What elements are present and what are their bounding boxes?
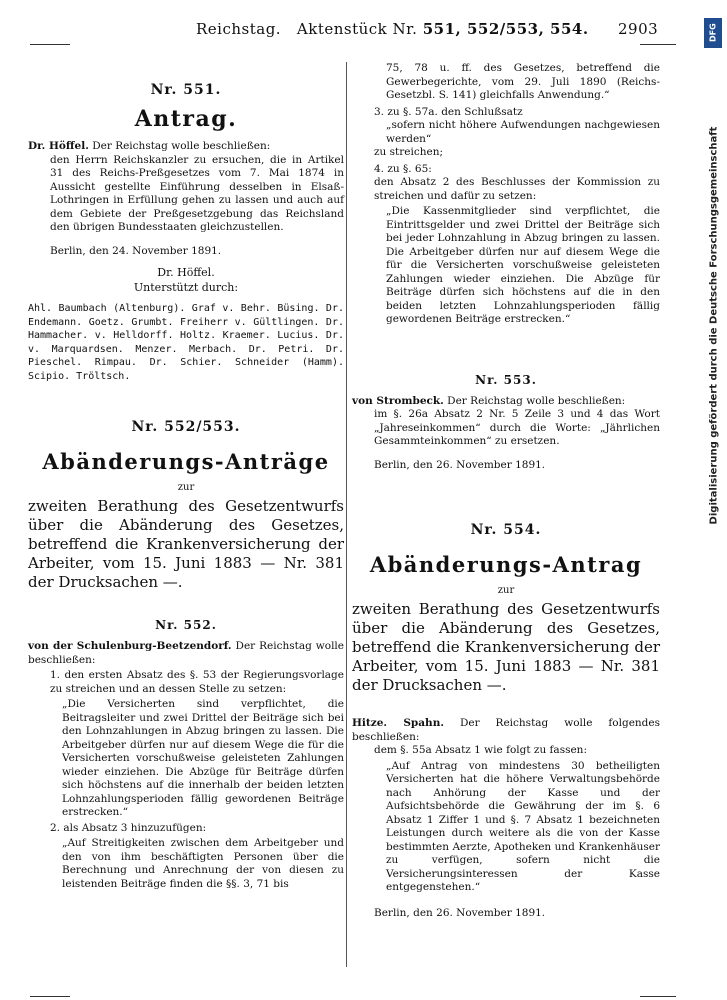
supporters-list: Ahl. Baumbach (Altenburg). Graf v. Behr. Büsing. Dr. Endemann. Goetz. Grumbt. Freiherr v. Gültlingen. Dr. Hammacher. v. Helldorff. Holtz. Kraemer. Lucius. Dr. v. Marquardsen. Menzer. Merbach. Dr. Petri. Dr. Pieschel. Rimpau. Dr. Schier. Schneider (Hamm). Scipio. Tröltsch.: [28, 303, 344, 382]
heading-nr-552: Nr. 552.: [155, 618, 217, 632]
header-rule-left: [30, 44, 70, 45]
funding-note: Digitalisierung gefördert durch die Deutsche Forschungsgemeinschaft: [708, 126, 720, 525]
page-number: 2903: [618, 20, 659, 38]
item-2: 2. als Absatz 3 hinzuzufügen:: [50, 821, 207, 834]
motion-553: [352, 395, 660, 409]
date-554: Berlin, den 26. November 1891.: [374, 906, 546, 919]
quote-1: „Die Versicherten sind verpflichtet, die Beitragsleiter und zwei Drittel der Beiträge sich bei den Lohnzahlungen in Abzug bringen zu lassen. Die Arbeitgeber dürfen nur auf diesem Wege die für die Versicherten vorschußweise geleisteten Zahlungen wieder einziehen. Die Abzüge für Beiträge dürfen sich höchstens auf die innerhalb der beiden letzten Lohnzahlungsperioden fällig gewordenen Beiträge erstrecken.“: [62, 698, 344, 818]
supported-by: Unterstützt durch:: [133, 281, 239, 294]
quote-5: „Auf Antrag von mindestens 30 betheiligten Versicherten hat die höhere Verwaltungsbehörde nach Anhörung der Kasse und der Aufsichtsbehörde die Gewährung der im §. 6 Absatz 1 Ziffer 1 und §. 7 Absatz 1 bezeichneten Leistungen durch weitere als die von der Kasse bestimmten Aerzte, Apotheken und Krankenhäuser zu verfügen, sofern nicht die Versicherungsinteressen der Kasse entgegenstehen.“: [386, 759, 660, 893]
quote-4: „Die Kassenmitglieder sind verpflichtet, die Eintrittsgelder und zwei Drittel der Beiträge sich bei jeder Lohnzahlung in Abzug bringen zu lassen. Die Arbeitgeber dürfen nur auf diesem Wege die für die Versicherten vorschußweise geleisteten Zahlungen wieder einziehen. Die Abzüge für Beiträge dürfen sich höchstens auf die in den beiden letzten Lohnzahlungsperioden fällig gewordenen Beiträge erstrecken.“: [386, 205, 660, 325]
heading-nr-553: Nr. 553.: [475, 372, 537, 387]
date-551: Berlin, den 24. November 1891.: [50, 244, 222, 257]
footer-rule-right: [640, 996, 676, 997]
body-554: dem §. 55a Absatz 1 wie folgt zu fassen:: [374, 744, 587, 756]
speaker-schulenburg: von der Schulenburg-Beetzendorf.: [28, 640, 232, 652]
dfg-logo: DFG: [704, 18, 722, 48]
left-column: [28, 62, 344, 891]
intro-554: Der Reichstag wolle folgendes beschließen:: [352, 717, 661, 743]
footer-rule-left: [30, 996, 70, 997]
motion-552: [28, 640, 344, 667]
intro-551: Der Reichstag wolle beschließen:: [92, 140, 271, 152]
zur-label: zur: [177, 482, 195, 493]
date-553: Berlin, den 26. November 1891.: [374, 458, 546, 471]
zur-label-554: zur: [497, 585, 515, 596]
doc-prefix: Aktenstück Nr.: [296, 20, 418, 38]
item-4: 4. zu §. 65:: [374, 162, 432, 175]
heading-antrag: Antrag.: [134, 106, 238, 132]
body-551: den Herrn Reichskanzler zu ersuchen, die in Artikel 31 des Reichs-Preßgesetzes vom 7. Mai 1874 in Aussicht gestellte Einführung desselben in Elsaß-Lothringen in Erfüllung gehen zu lassen und auch auf dem Gebiete der Preßgesetzgebung das Reichsland den übrigen Bundesstaaten gleichzustellen.: [50, 153, 344, 233]
item-1: 1. den ersten Absatz des §. 53 der Regierungsvorlage zu streichen und an dessen Stelle zu setzen:: [50, 669, 344, 695]
body-553: im §. 26a Absatz 2 Nr. 5 Zeile 3 und 4 das Wort „Jahreseinkommen“ durch die Worte: „Jährlichen Gesammteinkommen“ zu ersetzen.: [374, 408, 660, 447]
running-title: Reichstag.: [196, 20, 282, 38]
heading-antrag-554: Abänderungs-Antrag: [369, 552, 643, 577]
intro-553: Der Reichstag wolle beschließen:: [447, 394, 626, 407]
speaker-strombeck: von Strombeck.: [352, 394, 444, 407]
running-header: [196, 20, 589, 38]
intro-552: Der Reichstag wolle beschließen:: [28, 640, 344, 666]
doc-numbers: 551, 552/553, 554.: [422, 20, 589, 38]
speaker-hitze-spahn: Hitze. Spahn.: [352, 717, 444, 729]
heading-nr-552-553: Nr. 552/553.: [131, 419, 241, 435]
motion-554: [352, 717, 660, 744]
subject-554: zweiten Berathung des Gesetzentwurfs über die Abänderung des Gesetzes, betreffend die Krankenversicherung der Arbeiter, vom 15. Juni 1883 — Nr. 381 der Drucksachen —.: [352, 600, 660, 694]
motion-551: [28, 140, 344, 154]
sidebar: [703, 0, 725, 1000]
speaker-hoeffel: Dr. Höffel.: [28, 140, 89, 152]
right-column: [352, 62, 660, 920]
column-divider: [346, 62, 347, 967]
header-rule-right: [640, 44, 676, 45]
subject-552: zweiten Berathung des Gesetzentwurfs über die Abänderung des Gesetzes, betreffend die Krankenversicherung der Arbeiter, vom 15. Juni 1883 — Nr. 381 der Drucksachen —.: [28, 497, 344, 591]
quote-3: „sofern nicht höhere Aufwendungen nachgewiesen werden“: [386, 119, 660, 145]
heading-nr-551: Nr. 551.: [150, 82, 222, 98]
signer-551: Dr. Höffel.: [157, 266, 215, 279]
heading-antraege: Abänderungs-Anträge: [42, 449, 330, 474]
strike-note: zu streichen;: [374, 146, 443, 158]
quote-2: „Auf Streitigkeiten zwischen dem Arbeitgeber und den von ihm beschäftigten Personen über die Berechnung und Anrechnung der von diesen zu leistenden Beiträge finden die §§. 3, 71 bis: [62, 837, 344, 890]
item-3: 3. zu §. 57a. den Schlußsatz: [374, 105, 523, 118]
quote-2-cont: 75, 78 u. ff. des Gesetzes, betreffend die Gewerbegerichte, vom 29. Juli 1890 (Reichs-Gesetzbl. S. 141) gleichfalls Anwendung.“: [386, 62, 660, 101]
item-4-body: den Absatz 2 des Beschlusses der Kommission zu streichen und dafür zu setzen:: [374, 176, 660, 202]
heading-nr-554: Nr. 554.: [470, 522, 542, 538]
